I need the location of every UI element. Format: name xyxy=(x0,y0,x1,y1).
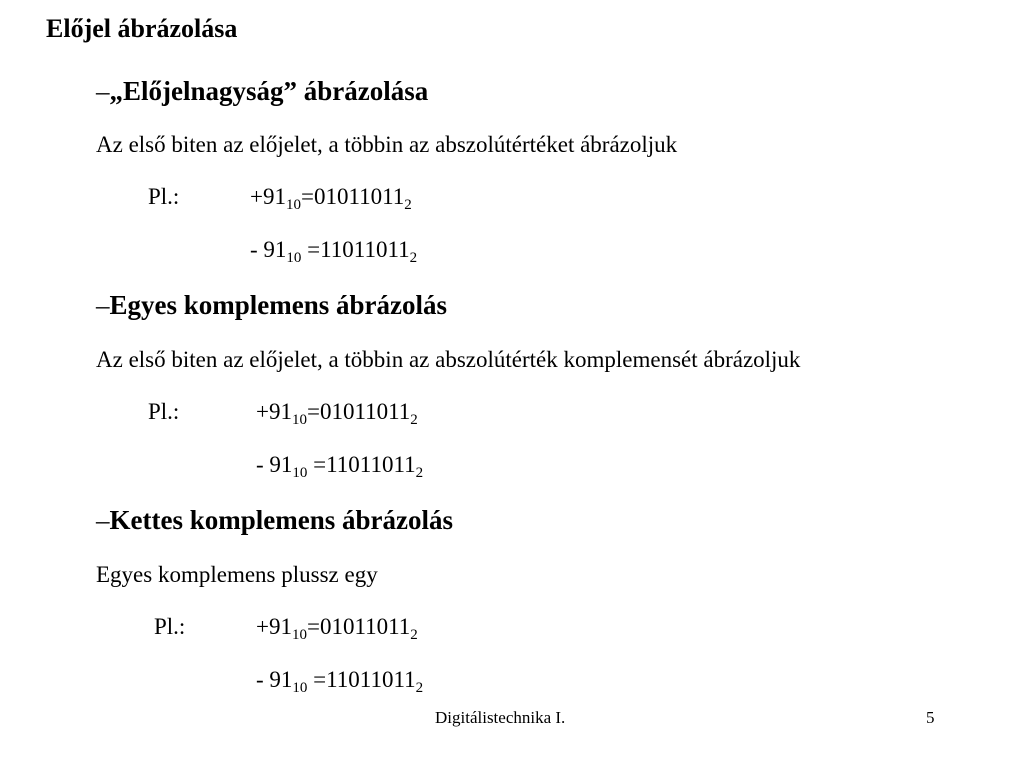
section-description: Az első biten az előjelet, a többin az abszolútérték komplemensét ábrázoljuk xyxy=(96,347,801,372)
example-negative xyxy=(256,452,424,481)
heading-label: „Előjelnagyság” ábrázolása xyxy=(109,76,429,106)
binary-base: 2 xyxy=(404,197,412,213)
binary-value: 11011011 xyxy=(326,667,416,692)
equals: = xyxy=(306,614,320,639)
example-label: Pl.: xyxy=(154,614,186,639)
equals: = xyxy=(301,237,321,262)
decimal-base: 10 xyxy=(291,627,307,643)
section-description: Egyes komplemens plussz egy xyxy=(96,562,378,587)
heading-dash: – xyxy=(96,505,110,535)
binary-value: 11011011 xyxy=(320,237,410,262)
decimal-value: 91 xyxy=(269,667,293,692)
decimal-value: 91 xyxy=(263,237,287,262)
slide-title: Előjel ábrázolása xyxy=(46,14,238,43)
binary-base: 2 xyxy=(415,680,424,696)
heading-label: Egyes komplemens ábrázolás xyxy=(109,290,447,320)
heading-dash: – xyxy=(96,290,110,320)
decimal-value: 91 xyxy=(268,399,292,424)
sign: + xyxy=(256,614,269,639)
equals: = xyxy=(300,184,314,209)
sign: - xyxy=(256,667,270,692)
binary-base: 2 xyxy=(415,465,424,481)
heading-label: Kettes komplemens ábrázolás xyxy=(109,505,453,535)
binary-base: 2 xyxy=(410,412,418,428)
sign: - xyxy=(256,452,270,477)
footer-text: Digitálistechnika I. xyxy=(435,708,566,727)
section-heading-twos-complement xyxy=(96,507,453,534)
sign: + xyxy=(250,184,263,209)
example-positive xyxy=(250,184,412,213)
sign: - xyxy=(250,237,264,262)
decimal-value: 91 xyxy=(269,452,293,477)
section-description: Az első biten az előjelet, a többin az abszolútértéket ábrázoljuk xyxy=(96,132,678,157)
binary-base: 2 xyxy=(410,627,418,643)
example-positive xyxy=(256,614,418,643)
binary-value: 01011011 xyxy=(319,614,411,639)
equals: = xyxy=(307,667,327,692)
example-negative xyxy=(250,237,418,266)
binary-value: 01011011 xyxy=(319,399,411,424)
heading-dash: – xyxy=(96,76,110,106)
decimal-value: 91 xyxy=(268,614,292,639)
decimal-base: 10 xyxy=(291,412,307,428)
binary-value: 01011011 xyxy=(313,184,405,209)
decimal-base: 10 xyxy=(292,465,308,481)
decimal-base: 10 xyxy=(286,250,302,266)
decimal-value: 91 xyxy=(262,184,286,209)
binary-base: 2 xyxy=(409,250,418,266)
example-label: Pl.: xyxy=(148,399,180,424)
example-label: Pl.: xyxy=(148,184,180,209)
page-number: 5 xyxy=(926,708,935,727)
decimal-base: 10 xyxy=(285,197,301,213)
binary-value: 11011011 xyxy=(326,452,416,477)
decimal-base: 10 xyxy=(292,680,308,696)
example-negative xyxy=(256,667,424,696)
equals: = xyxy=(306,399,320,424)
section-heading-ones-complement xyxy=(96,292,447,319)
section-heading-sign-magnitude xyxy=(96,78,428,105)
equals: = xyxy=(307,452,327,477)
example-positive xyxy=(256,399,418,428)
sign: + xyxy=(256,399,269,424)
